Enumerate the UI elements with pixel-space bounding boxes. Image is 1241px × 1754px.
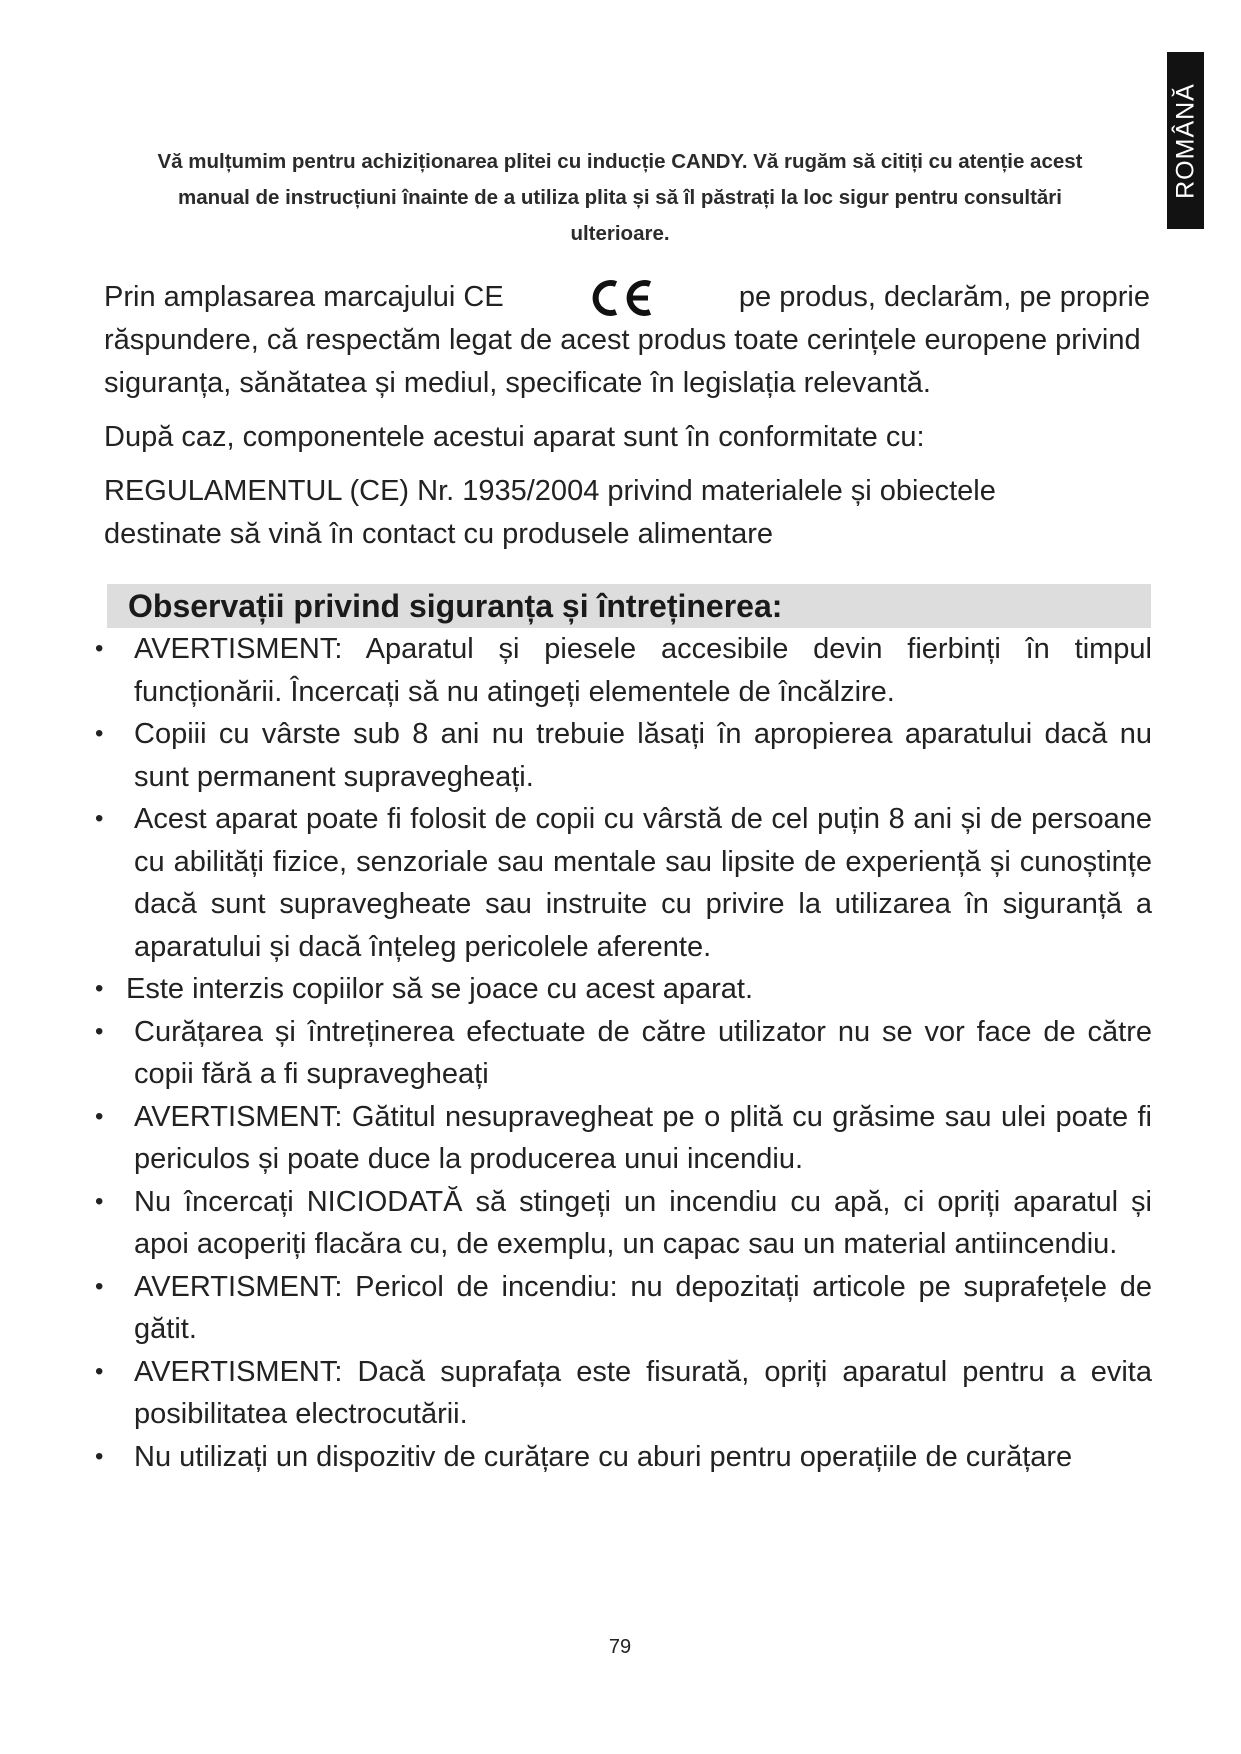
intro-note: Vă mulțumim pentru achiziționarea plitei cu inducție CANDY. Vă rugăm să citiți cu atenție acest manual de instrucțiuni înainte de a utiliza plita și să îl păstrați la loc sigur pentru consultări ulterioare. bbox=[157, 150, 1083, 245]
list-item: • AVERTISMENT: Pericol de incendiu: nu depozitați articole pe suprafețele de gătit. bbox=[92, 1266, 1152, 1351]
ce-declaration-first-line bbox=[104, 276, 1150, 319]
language-tab bbox=[1167, 52, 1204, 229]
language-tab-label: ROMÂNĂ bbox=[1171, 82, 1199, 199]
ce-declaration-lead: Prin amplasarea marcajului CE bbox=[104, 281, 504, 313]
regulation-text: REGULAMENTUL (CE) Nr. 1935/2004 privind materialele și obiectele destinate să vină în contact cu produsele alimentare bbox=[104, 475, 996, 550]
list-item: • Nu utilizați un dispozitiv de curățare cu aburi pentru operațiile de curățare bbox=[92, 1436, 1152, 1479]
list-item: • Curățarea și întreținerea efectuate de către utilizator nu se vor face de către copii fără a fi supravegheați bbox=[92, 1011, 1152, 1096]
list-item: • Nu încercați NICIODATĂ să stingeți un incendiu cu apă, ci opriți aparatul și apoi acoperiți flacăra cu, de exemplu, un capac sau un material antiincendiu. bbox=[92, 1181, 1152, 1266]
section-title: Observații privind siguranța și întreținerea: bbox=[128, 588, 783, 624]
list-item: • AVERTISMENT: Aparatul și piesele accesibile devin fierbinți în timpul funcționării. Încercați să nu atingeți elementele de încălzire. bbox=[92, 628, 1152, 713]
safety-list bbox=[92, 628, 1152, 1478]
list-item: • AVERTISMENT: Gătitul nesupravegheat pe o plită cu grăsime sau ulei poate fi periculos și poate duce la producerea unui incendiu. bbox=[92, 1096, 1152, 1181]
page-number: 79 bbox=[608, 1636, 632, 1658]
ce-declaration-rest: răspundere, că respectăm legat de acest produs toate cerințele europene privind siguranța, sănătatea și mediul, specificate în legislația relevantă. bbox=[104, 324, 1141, 399]
section-header bbox=[107, 584, 1151, 628]
list-item: • Acest aparat poate fi folosit de copii cu vârstă de cel puțin 8 ani și de persoane cu abilități fizice, senzoriale sau mentale sau lipsite de experiență și cunoștințe dacă sunt supravegheate sau instruite cu privire la utilizarea în siguranță a aparatului și dacă înțeleg pericolele aferente. bbox=[92, 798, 1152, 968]
ce-declaration-after-mark: pe produs, declarăm, pe proprie bbox=[738, 281, 1150, 313]
conformity-text: După caz, componentele acestui aparat sunt în conformitate cu: bbox=[104, 421, 925, 453]
ce-declaration bbox=[104, 276, 1150, 405]
ce-mark-icon bbox=[588, 278, 654, 318]
list-item: • Este interzis copiilor să se joace cu acest aparat. bbox=[92, 968, 1152, 1011]
list-item: • AVERTISMENT: Dacă suprafața este fisurată, opriți aparatul pentru a evita posibilitatea electrocutării. bbox=[92, 1351, 1152, 1436]
list-item: • Copiii cu vârste sub 8 ani nu trebuie lăsați în apropierea aparatului dacă nu sunt permanent supravegheați. bbox=[92, 713, 1152, 798]
